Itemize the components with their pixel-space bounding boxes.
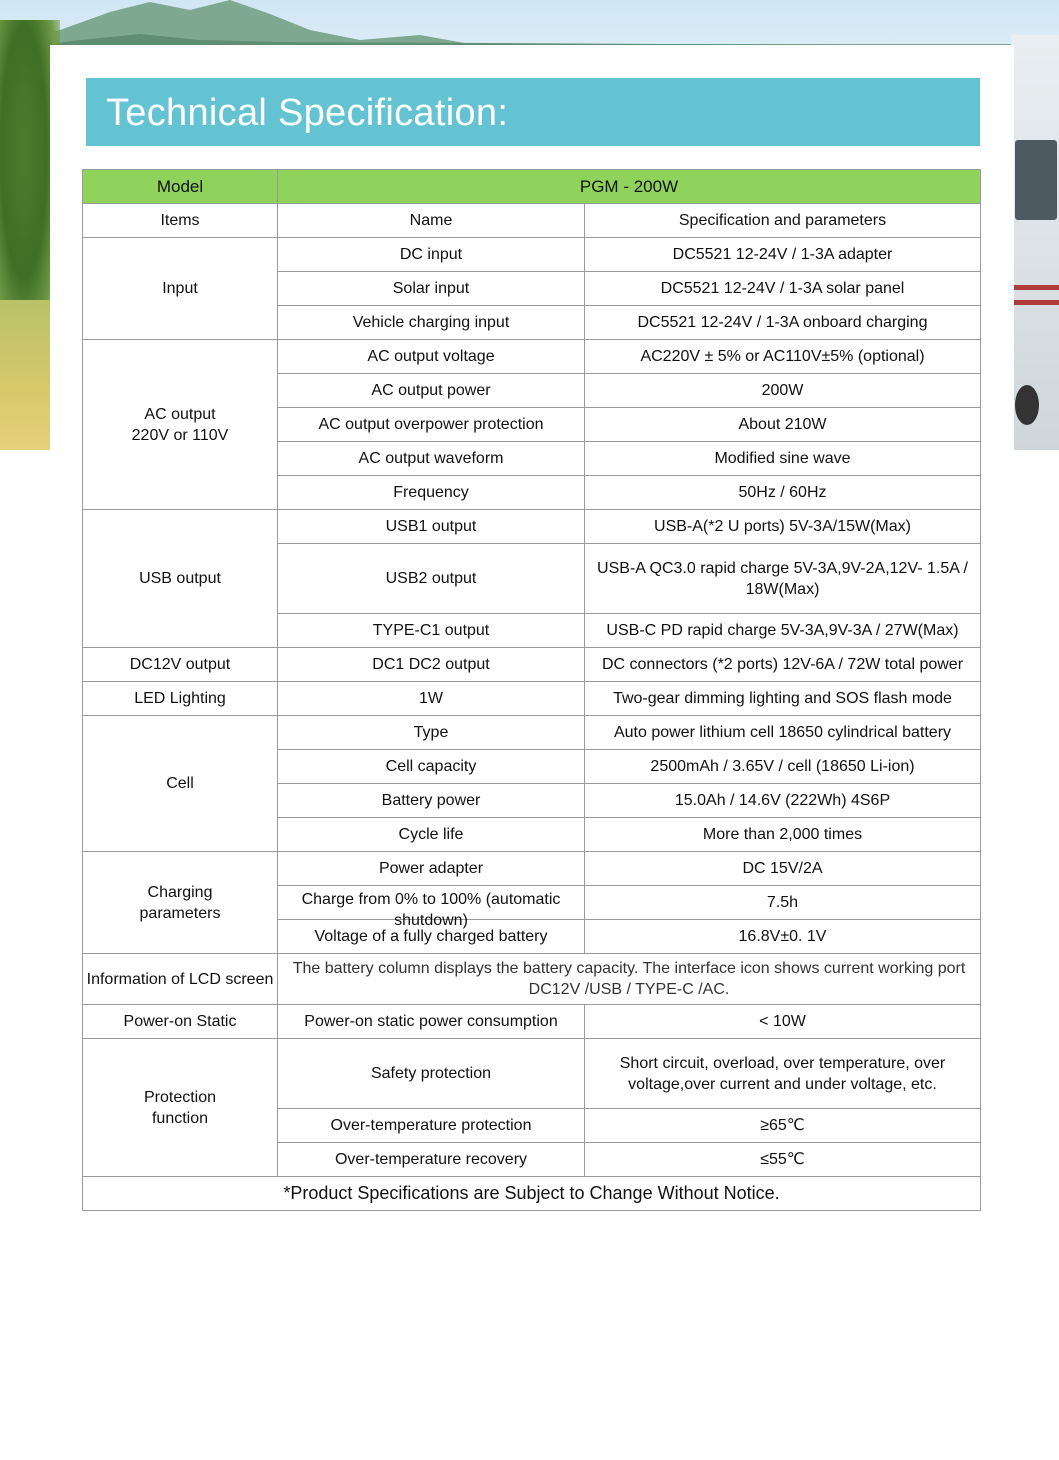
footnote: *Product Specifications are Subject to Change Without Notice. [83,1177,981,1211]
group-label-line: AC output [144,405,216,423]
group-label-line: parameters [139,904,221,922]
group-label-line: 220V or 110V [131,426,229,444]
row-name: AC output power [278,374,585,408]
table-row [83,648,981,682]
table-row [83,1005,981,1039]
group-label-line: Charging [147,883,213,901]
row-name: Power adapter [278,852,585,886]
row-spec-line: voltage,over current and under voltage, etc. [628,1075,937,1093]
footnote-row [83,1177,981,1211]
model-label: Model [83,170,278,204]
row-name: DC input [278,238,585,272]
row-spec: USB-C PD rapid charge 5V-3A,9V-3A / 27W(Max) [585,614,981,648]
column-header-row [83,204,981,238]
row-spec: ≥65℃ [585,1109,981,1143]
merged-spec-line: The battery column displays the battery capacity. The interface icon shows current working port [292,960,966,977]
row-name: Solar input [278,272,585,306]
row-name [278,886,585,929]
row-spec-line: 18W(Max) [745,580,820,598]
table-row [83,1039,981,1109]
row-name: Over-temperature protection [278,1109,585,1143]
row-name: USB1 output [278,510,585,544]
row-name: AC output waveform [278,442,585,476]
row-spec: More than 2,000 times [585,818,981,852]
group-label-line: function [151,1109,209,1127]
row-name: 1W [278,682,585,716]
page-title: Technical Specification: [106,92,509,134]
row-name: Battery power [278,784,585,818]
row-spec: 50Hz / 60Hz [585,476,981,510]
caravan-stripe [1011,300,1059,305]
merged-spec [278,954,981,1005]
spec-table [82,169,981,1211]
caravan-right [1011,35,1059,450]
group-label: Information of LCD screen [83,954,278,1005]
column-header: Specification and parameters [585,204,981,238]
row-name: Type [278,716,585,750]
row-spec: 16.8V±0. 1V [585,920,981,954]
row-spec: 15.0Ah / 14.6V (222Wh) 4S6P [585,784,981,818]
row-spec: About 210W [585,408,981,442]
row-name: Cell capacity [278,750,585,784]
caravan-wheel [1015,385,1039,425]
row-spec: DC connectors (*2 ports) 12V-6A / 72W total power [585,648,981,682]
group-label [83,852,278,954]
row-name: AC output voltage [278,340,585,374]
table-row [83,238,981,272]
table-row [83,510,981,544]
row-spec: 2500mAh / 3.65V / cell (18650 Li-ion) [585,750,981,784]
caravan-stripe [1011,285,1059,290]
row-name: Vehicle charging input [278,306,585,340]
table-row [83,682,981,716]
group-label: Input [83,238,278,340]
row-spec: DC5521 12-24V / 1-3A onboard charging [585,306,981,340]
row-spec: < 10W [585,1005,981,1039]
table-row [83,716,981,750]
row-name: DC1 DC2 output [278,648,585,682]
row-spec-line: Short circuit, overload, over temperature, over [619,1054,946,1072]
row-spec: ≤55℃ [585,1143,981,1177]
row-spec: DC5521 12-24V / 1-3A adapter [585,238,981,272]
row-spec [585,1039,981,1109]
row-name: Power-on static power consumption [278,1005,585,1039]
row-name: Safety protection [278,1039,585,1109]
row-spec: Two-gear dimming lighting and SOS flash mode [585,682,981,716]
group-label: Cell [83,716,278,852]
grass-left [0,300,55,450]
caravan-window [1015,140,1057,220]
row-spec: DC5521 12-24V / 1-3A solar panel [585,272,981,306]
row-spec: 200W [585,374,981,408]
row-spec: AC220V ± 5% or AC110V±5% (optional) [585,340,981,374]
table-row [83,340,981,374]
row-name: Frequency [278,476,585,510]
row-name: USB2 output [278,544,585,614]
row-name: Cycle life [278,818,585,852]
row-spec: 7.5h [585,886,981,920]
table-header-row [83,170,981,204]
merged-spec-line: DC12V /USB / TYPE-C /AC. [528,981,730,998]
row-name: Voltage of a fully charged battery [278,920,585,954]
row-spec-line: USB-A QC3.0 rapid charge 5V-3A,9V-2A,12V- 1.5A / [597,559,968,577]
row-name: AC output overpower protection [278,408,585,442]
row-name: TYPE-C1 output [278,614,585,648]
table-row [83,954,981,1005]
table-row [83,852,981,886]
column-header: Items [83,204,278,238]
group-label: LED Lighting [83,682,278,716]
group-label [83,1039,278,1177]
row-name: Over-temperature recovery [278,1143,585,1177]
row-spec [585,544,981,614]
row-spec: DC 15V/2A [585,852,981,886]
column-header: Name [278,204,585,238]
row-spec: Modified sine wave [585,442,981,476]
model-value: PGM - 200W [278,170,981,204]
row-name-text: Charge from 0% to 100% (automatic shutdown) [301,890,561,929]
group-label-line: Protection [143,1088,217,1106]
title-bar [86,78,980,146]
group-label: USB output [83,510,278,648]
row-spec: Auto power lithium cell 18650 cylindrical battery [585,716,981,750]
row-spec: USB-A(*2 U ports) 5V-3A/15W(Max) [585,510,981,544]
group-label [83,340,278,510]
group-label: Power-on Static [83,1005,278,1039]
group-label: DC12V output [83,648,278,682]
